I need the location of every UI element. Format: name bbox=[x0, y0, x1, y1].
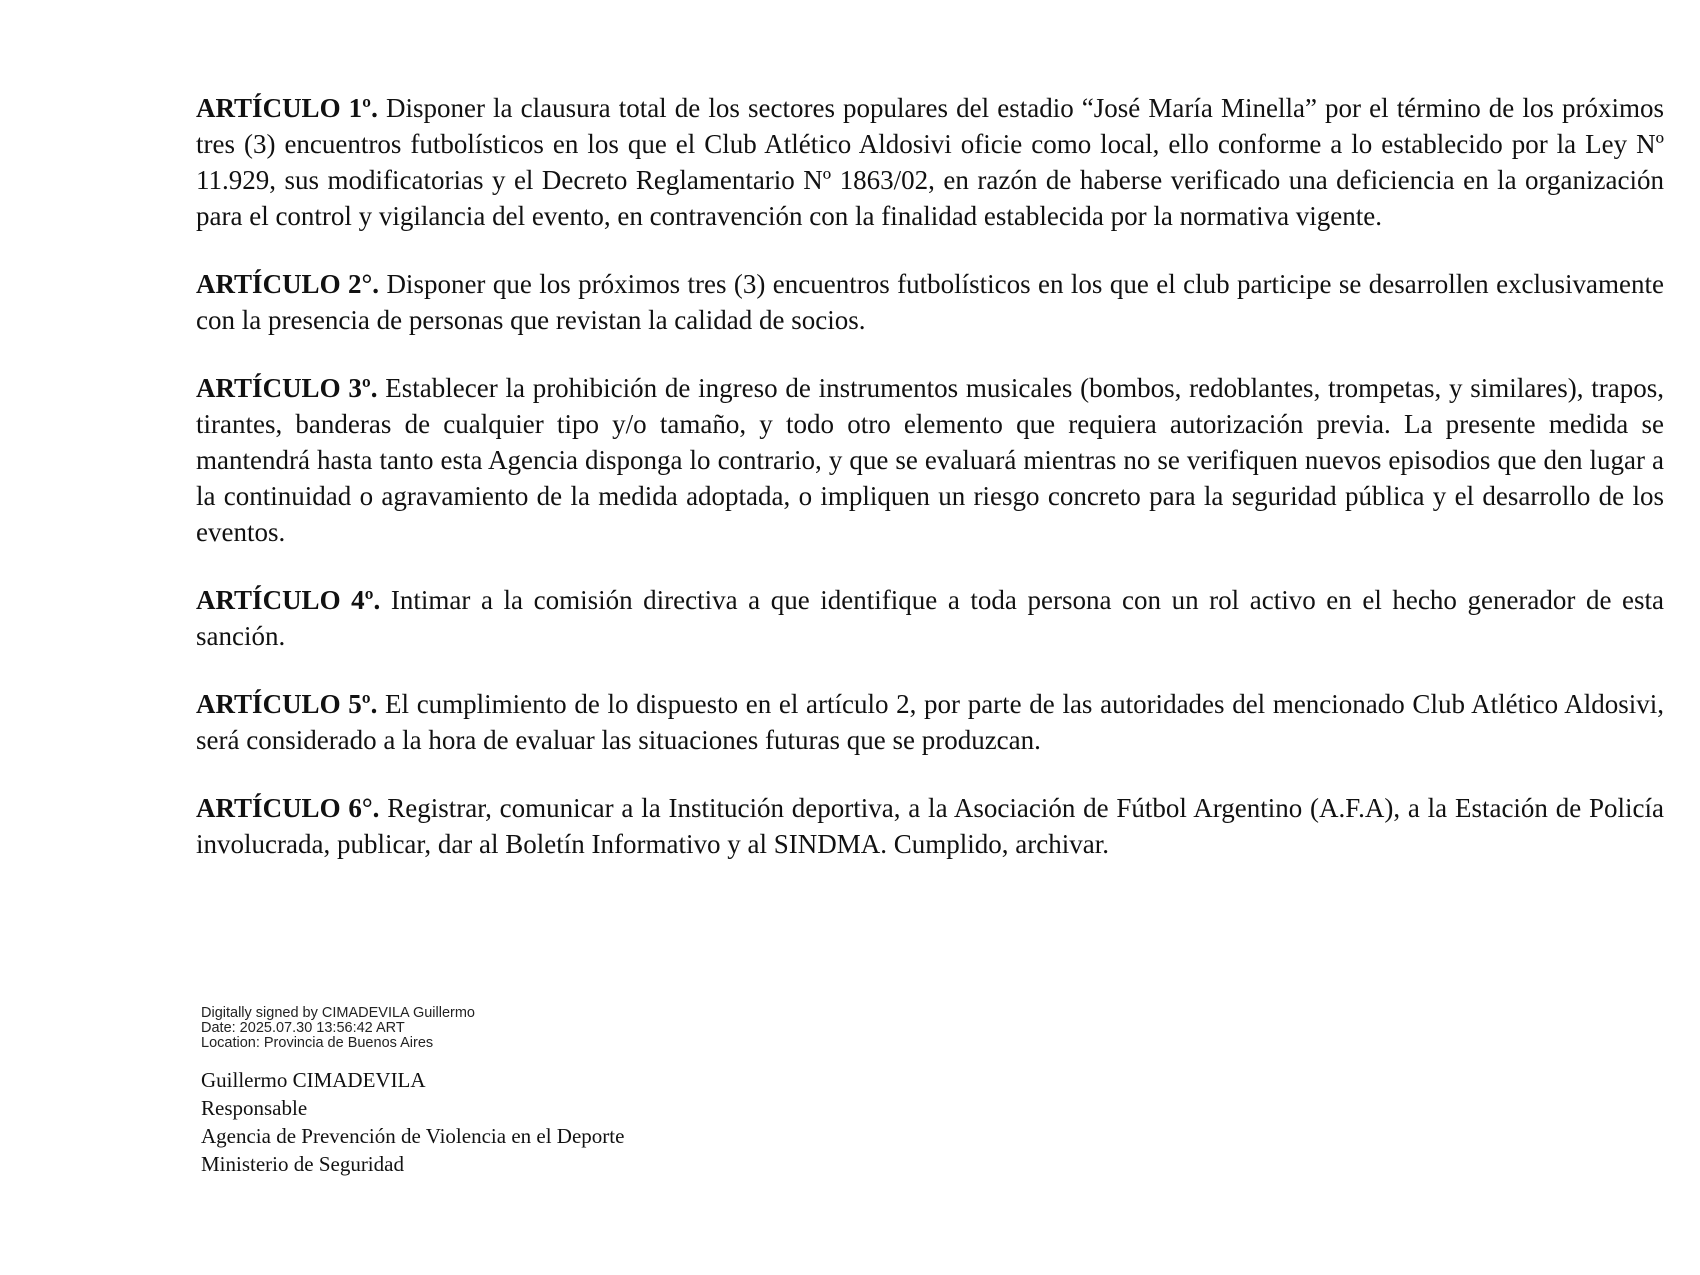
signer-details bbox=[201, 1066, 901, 1178]
signer-name: Guillermo CIMADEVILA bbox=[201, 1068, 426, 1092]
article-3-heading: ARTÍCULO 3º. bbox=[196, 373, 378, 403]
article-4-heading: ARTÍCULO 4º. bbox=[196, 585, 381, 615]
digital-signature-stamp bbox=[201, 1006, 901, 1051]
signer-ministry: Ministerio de Seguridad bbox=[201, 1152, 404, 1176]
article-3 bbox=[196, 370, 1664, 550]
article-1-heading: ARTÍCULO 1º. bbox=[196, 93, 378, 123]
article-2-heading: ARTÍCULO 2°. bbox=[196, 269, 380, 299]
article-5 bbox=[196, 686, 1664, 758]
article-6 bbox=[196, 790, 1664, 862]
signer-agency: Agencia de Prevención de Violencia en el Deporte bbox=[201, 1124, 625, 1148]
digital-signed-by: Digitally signed by CIMADEVILA Guillermo bbox=[201, 1005, 475, 1021]
article-3-text: Establecer la prohibición de ingreso de instrumentos musicales (bombos, redoblantes, trompetas, y similares), trapos, tirantes, banderas de cualquier tipo y/o tamaño, y todo otro elemento que requiera autorización previa. La presente medida se mantendrá hasta tanto esta Agencia disponga lo contrario, y que se evaluará mientras no se verifiquen nuevos episodios que den lugar a la continuidad o agravamiento de la medida adoptada, o impliquen un riesgo concreto para la seguridad pública y el desarrollo de los eventos. bbox=[196, 373, 1665, 547]
article-6-heading: ARTÍCULO 6°. bbox=[196, 793, 380, 823]
signer-role: Responsable bbox=[201, 1096, 308, 1120]
articles-section bbox=[196, 90, 1664, 894]
article-4-text: Intimar a la comisión directiva a que identifique a toda persona con un rol activo en el hecho generador de esta sanción. bbox=[196, 585, 1665, 651]
article-6-text: Registrar, comunicar a la Institución deportiva, a la Asociación de Fútbol Argentino (A.F.A), a la Estación de Policía involucrada, publicar, dar al Boletín Informativo y al SINDMA. Cumplido, archivar. bbox=[196, 793, 1665, 859]
article-2 bbox=[196, 266, 1664, 338]
signature-date: Date: 2025.07.30 13:56:42 ART bbox=[201, 1020, 405, 1036]
article-1-text: Disponer la clausura total de los sectores populares del estadio “José María Minella” por el término de los próximos tres (3) encuentros futbolísticos en los que el Club Atlético Aldosivi oficie como local, ello conforme a lo establecido por la Ley Nº 11.929, sus modificatorias y el Decreto Reglamentario Nº 1863/02, en razón de haberse verificado una deficiencia en la organización para el control y vigilancia del evento, en contravención con la finalidad establecida por la normativa vigente. bbox=[196, 93, 1665, 231]
signature-block bbox=[201, 1006, 901, 1178]
article-4 bbox=[196, 582, 1664, 654]
article-2-text: Disponer que los próximos tres (3) encuentros futbolísticos en los que el club participe se desarrollen exclusivamente con la presencia de personas que revistan la calidad de socios. bbox=[196, 269, 1665, 335]
article-5-text: El cumplimiento de lo dispuesto en el artículo 2, por parte de las autoridades del mencionado Club Atlético Aldosivi, será considerado a la hora de evaluar las situaciones futuras que se produzcan. bbox=[196, 689, 1664, 755]
article-5-heading: ARTÍCULO 5º. bbox=[196, 689, 378, 719]
signature-location: Location: Provincia de Buenos Aires bbox=[201, 1035, 434, 1051]
article-1 bbox=[196, 90, 1664, 234]
